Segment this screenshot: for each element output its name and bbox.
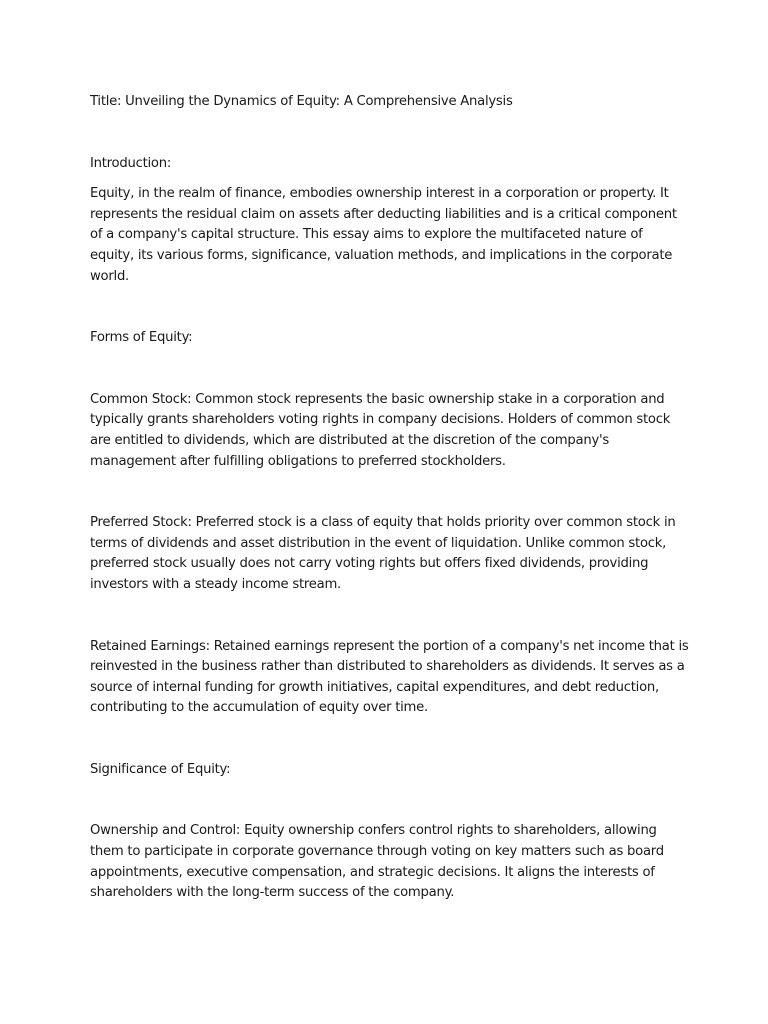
common-stock-paragraph: Common Stock: Common stock represents the basic ownership stake in a corporation and typically grants shareholders voting rights in company decisions. Holders of common stock are entitled to dividends, which are distributed at the discretion of the company's management after fulfilling obligations to preferred stockholders. bbox=[90, 391, 671, 469]
forms-heading: Forms of Equity: bbox=[90, 330, 193, 346]
document-body bbox=[90, 92, 690, 904]
significance-heading: Significance of Equity: bbox=[90, 761, 231, 777]
retained-earnings-paragraph: Retained Earnings: Retained earnings represent the portion of a company's net income that is reinvested in the business rather than distributed to shareholders as dividends. It serves as a source of internal funding for growth initiatives, capital expenditures, and debt reduction, contributing to the accumulation of equity over time. bbox=[90, 638, 689, 716]
document-title: Title: Unveiling the Dynamics of Equity: A Comprehensive Analysis bbox=[90, 94, 513, 109]
introduction-paragraph: Equity, in the realm of finance, embodies ownership interest in a corporation or property. It represents the residual claim on assets after deducting liabilities and is a critical component of a company's capital structure. This essay aims to explore the multifaceted nature of equity, its various forms, significance, valuation methods, and implications in the corporate world. bbox=[90, 186, 677, 284]
introduction-heading: Introduction: bbox=[90, 155, 172, 171]
preferred-stock-paragraph: Preferred Stock: Preferred stock is a class of equity that holds priority over common stock in terms of dividends and asset distribution in the event of liquidation. Unlike common stock, preferred stock usually does not carry voting rights but offers fixed dividends, providing investors with a steady income stream. bbox=[90, 515, 676, 592]
ownership-control-paragraph: Ownership and Control: Equity ownership confers control rights to shareholders, allowing them to participate in corporate governance through voting on key matters such as board appointments, executive compensation, and strategic decisions. It aligns the interests of shareholders with the long-term success of the company. bbox=[90, 823, 664, 901]
